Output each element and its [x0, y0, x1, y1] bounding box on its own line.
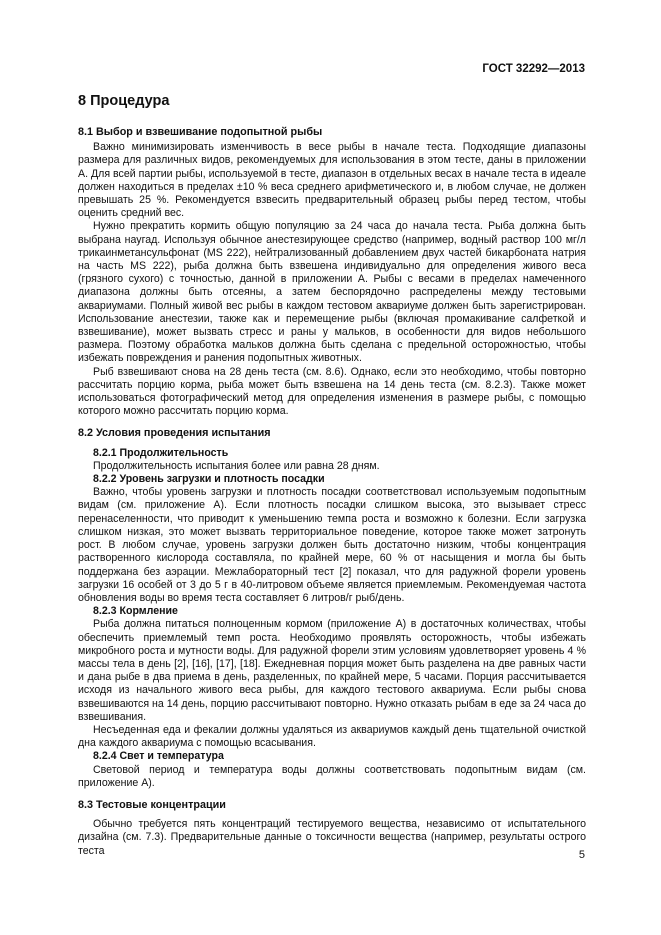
paragraph: Важно, чтобы уровень загрузки и плотность посадки соответствовал используемым подопытным видам (см. приложение А). Если плотность посадки слишком высока, это вызывает стресс перенаселенности, что приводит к уменьшению темпа роста и возможно к болезни. Если загрузка слишком низкая, это может вызвать территориальное поведение, которое также может затронуть рост. В любом случае, уровень загрузки должен быть достаточно низким, чтобы концентрация растворенного кислорода составляла, по крайней мере, 60 % от насыщения и могла бы быть поддержана без аэрации. Межлабораторный тест [2] показал, что для радужной форели уровень загрузки 16 особей от 3 до 5 г в 40-литровом объеме является приемлемым. Рекомендуемая частота обновления воды во время теста составляет 6 литров/г рыб/день. [78, 486, 586, 604]
document-id: ГОСТ 32292—2013 [482, 63, 585, 75]
paragraph: Обычно требуется пять концентраций тестируемого вещества, независимо от испытательного дизайна (см. 7.3). Предварительные данные о токсичности вещества (например, результаты острого теста [78, 818, 586, 857]
section-8-2-1-title: 8.2.1 Продолжительность [93, 446, 229, 459]
paragraph: Продолжительность испытания более или равна 28 дням. [93, 459, 380, 472]
paragraph: Рыб взвешивают снова на 28 день теста (см. 8.6). Однако, если это необходимо, чтобы повторно рассчитать порцию корма, рыба может быть взвешена на 14 день теста (см. 8.2.3). Также может использоваться фотографический метод для определения изменения в размере рыбы, с помощью которого можно рассчитать порцию корма. [78, 365, 586, 418]
paragraph: Рыба должна питаться полноценным кормом (приложение А) в достаточных количествах, чтобы обеспечить приемлемый темп роста. Необходимо проявлять осторожность, чтобы избежать микробного роста и мутности воды. Для радужной форели этим условиям удовлетворяет уровень 4 % массы тела в день [2], [16], [17], [18]. Ежедневная порция может быть разделена на две равных части и дана рыбе в два приема в день, разделенных, по крайней мере, 5 часами. Порция рассчитывается исходя из начального живого веса рыбы, для каждого тестового аквариума. Если рыбы снова взвешиваются на 14 день, порцию рассчитывают повторно. Нужно отказать рыбам в еде за 24 часа до взвешивания. [78, 618, 586, 723]
paragraph: Важно минимизировать изменчивость в весе рыбы в начале теста. Подходящие диапазоны размера для различных видов, рекомендуемых для использования в этом тесте, даны в приложении А. Для всей партии рыбы, используемой в тесте, диапазон в отдельных весах в начале теста в идеале должен находиться в пределах ±10 % веса среднего арифметического и, в любом случае, не должен превышать 25 %. Рекомендуется взвесить предварительный образец рыбы перед тестом, чтобы оценить средний вес. [78, 141, 586, 220]
section-8-2-title: 8.2 Условия проведения испытания [78, 427, 271, 440]
section-8-1-title: 8.1 Выбор и взвешивание подопытной рыбы [78, 126, 323, 138]
paragraph: Нужно прекратить кормить общую популяцию за 24 часа до начала теста. Рыба должна быть выбрана наугад. Используя обычное анестезирующее средство (например, водный раствор 100 мг/л трикаинметансульфонат (MS 222), нейтрализованный добавлением двух частей бикарбоната натрия на часть MS 222), рыба должна быть взвешена индивидуально для определения живого веса (грязного сухого) с точностью, данной в приложении А. Рыбы с весами в пределах намеченного диапазона должны быть отсеяны, а затем беспорядочно распределены между тестовыми аквариумами. Полный живой вес рыбы в каждом тестовом аквариуме должен быть зарегистрирован. Использование анестезии, также как и перемещение рыбы (включая промакивание салфеткой и взвешивание), может вызвать стресс и раны у мальков, в особенности для видов небольшого размера. Поэтому обработка мальков должна быть сделана с предельной осторожностью, чтобы избежать повреждения и ранения подопытных животных. [78, 220, 586, 365]
section-8-3-title: 8.3 Тестовые концентрации [78, 798, 226, 811]
page-content [78, 92, 586, 858]
paragraph: Световой период и температура воды должны соответствовать подопытным видам (см. приложение А). [78, 763, 586, 789]
section-8-2-4-title: 8.2.4 Свет и температура [93, 750, 224, 763]
paragraph: Несъеденная еда и фекалии должны удаляться из аквариумов каждый день тщательной очисткой дна каждого аквариума с помощью всасывания. [78, 723, 586, 750]
page-number: 5 [578, 849, 585, 861]
section-8-2-3-title: 8.2.3 Кормление [93, 605, 178, 618]
section-8-2-2-title: 8.2.2 Уровень загрузки и плотность посадки [93, 473, 325, 486]
section-8-title: 8 Процедура [78, 93, 170, 109]
